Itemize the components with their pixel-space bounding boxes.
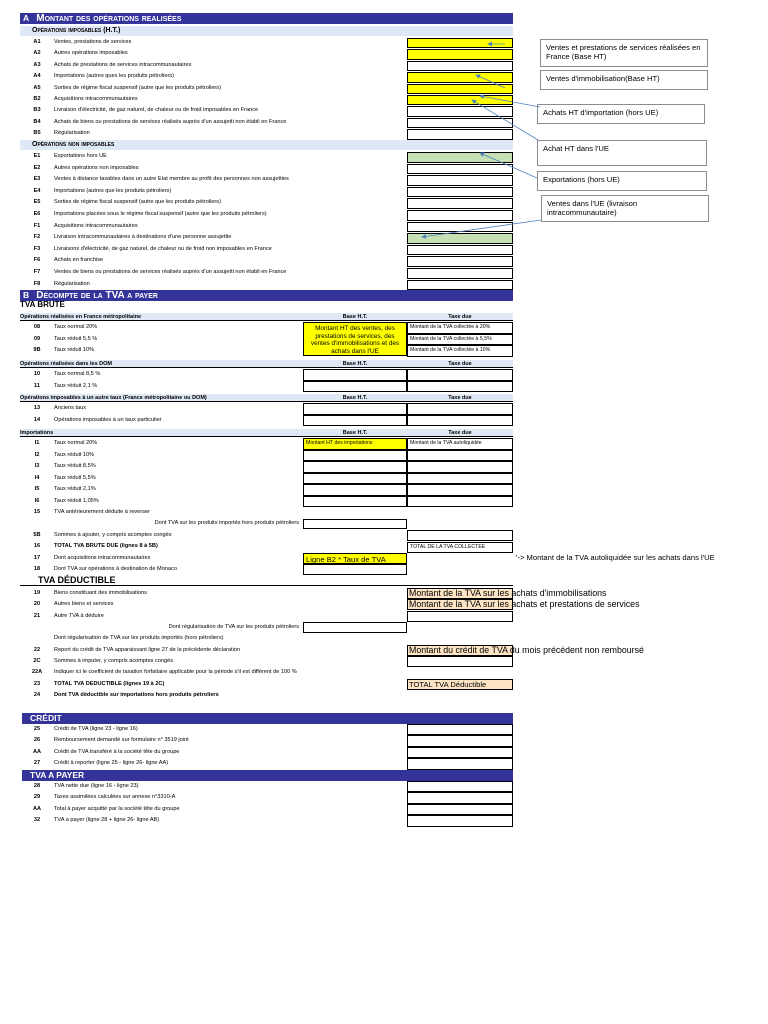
section-b-letter: B <box>23 290 30 300</box>
row-code: I4 <box>34 474 40 481</box>
petroleum-regularisation-input[interactable] <box>303 622 407 633</box>
group3-title: Opérations imposables à un autre taux (France métropolitaine ou DOM) <box>20 395 207 401</box>
row-label: Importations placées sous le régime fiscal suspensif (autre que les produits pétroliers) <box>54 211 267 217</box>
group4-col-base: Base H.T. <box>342 430 368 436</box>
tax-due-13[interactable] <box>407 403 513 415</box>
row-code: F7 <box>33 269 41 275</box>
form-row <box>20 690 513 701</box>
row-code: E2 <box>33 164 41 171</box>
group1-col-taxe: Taxe due <box>448 314 472 320</box>
row-label: Report du crédit de TVA apparaissant ligne 27 de la précédente déclaration <box>54 647 241 653</box>
base-ht-13[interactable] <box>303 403 407 415</box>
tax-due-i3[interactable] <box>407 461 513 473</box>
row-code: I2 <box>34 451 40 458</box>
row-label: Taux réduit 10% <box>54 347 95 353</box>
form-row <box>20 564 513 575</box>
row-code: F8 <box>33 280 41 287</box>
group3-col-taxe: Taxe due <box>448 395 472 401</box>
row-code: E4 <box>33 187 41 194</box>
row-label: Sommes à imputer, y compris acomptes congés <box>54 658 174 664</box>
row-label: Livraison intracommunautaires à destinations d'une personne assujettie <box>54 234 232 241</box>
row-label: Achats de prestations de services intracommunautaires <box>54 61 192 68</box>
row-code: A1 <box>33 39 41 45</box>
row-code: F2 <box>33 234 41 241</box>
credit-input-aa-2[interactable] <box>407 747 513 758</box>
group2-col-taxe: Taxe due <box>448 361 472 367</box>
row-label: Biens constituant des immobilisations <box>54 590 147 596</box>
row-indent-label: Dont régularisation de TVA sur les produits pétroliers <box>168 624 299 630</box>
row-label: Taux réduit 2,1 % <box>54 382 98 389</box>
row-code: 25 <box>33 726 41 732</box>
row-code: A5 <box>33 84 41 91</box>
tax-due-i5[interactable] <box>407 484 513 496</box>
row-label: TOTAL TVA DEDUCTIBLE (lignes 19 à 2C) <box>54 681 165 687</box>
row-code: 23 <box>33 681 41 687</box>
row-label: Livraisons d'électricité, de gaz naturel, de chaleur ou de froid non imposables en France <box>54 245 272 252</box>
row-code: 22 <box>33 647 41 653</box>
row-label: Sommes à ajouter, y compris acomptes congés <box>54 532 172 538</box>
tax-due-09[interactable]: Montant de la TVA collectée à 5,5% <box>407 334 513 346</box>
row-code: 15 <box>33 509 41 515</box>
row-label: Taux réduit 5,5% <box>54 474 96 481</box>
base-ht-i3[interactable] <box>303 461 407 473</box>
row-label: Taux réduit 10% <box>54 451 95 458</box>
note-exports: Exportations (hors UE) <box>537 171 707 191</box>
deductible-note-20: Montant de la TVA sur les achats et prestations de services <box>409 599 640 609</box>
row-label: Exportations hors UE <box>54 153 107 159</box>
group2-col-base: Base H.T. <box>342 361 368 367</box>
tax-due-i6[interactable] <box>407 496 513 508</box>
row-code: 29 <box>33 794 41 801</box>
row-label: Dont régularisation de TVA sur les produits importés (hors pétroliers) <box>54 635 224 641</box>
row-code: 24 <box>33 692 41 698</box>
row-code: E3 <box>33 176 41 183</box>
section-a-letter: A <box>23 13 30 23</box>
row-code: AA <box>32 748 42 755</box>
row-code: F1 <box>33 222 41 229</box>
group4-col-taxe: Taxe due <box>448 430 472 436</box>
row-label: TVA nette due (ligne 16 - ligne 23) <box>54 783 139 789</box>
row-code: I6 <box>34 497 40 504</box>
group3-col-base: Base H.T. <box>342 395 368 401</box>
row-code: B5 <box>33 130 41 137</box>
credit-input-25-0[interactable] <box>407 724 513 735</box>
row-code: 11 <box>34 382 40 389</box>
base-ht-i4[interactable] <box>303 473 407 485</box>
row-label: Taux réduit 8,5% <box>54 463 96 469</box>
non-taxable-operations-subheader: Opérations non imposables <box>20 140 513 150</box>
form-row <box>20 633 513 644</box>
row-label: Total à payer acquitté par la société tête du groupe <box>54 805 180 812</box>
form-row <box>20 507 513 518</box>
row-label: Remboursement demandé sur formulaire n° 3519 joint <box>54 737 189 744</box>
form-row <box>20 518 513 529</box>
row-code: 17 <box>33 555 41 561</box>
row-label: Sorties de régime fiscal suspensif (autre que les produits pétroliers) <box>54 199 221 206</box>
row-code: I5 <box>34 486 40 492</box>
monaco-tax-input[interactable] <box>303 564 407 575</box>
row-code: A2 <box>33 50 41 57</box>
payer-input-32-3[interactable] <box>407 815 513 826</box>
note-arrows <box>400 35 550 245</box>
tax-due-i4[interactable] <box>407 473 513 485</box>
form-row <box>20 667 513 678</box>
autoliquidation-note: '-> Montant de la TVA autoliquidée sur les achats dans l'UE <box>516 553 715 562</box>
deductible-input-2C[interactable] <box>407 656 513 667</box>
row-label: Régularisation <box>54 130 90 137</box>
row-code: A4 <box>33 73 41 80</box>
tax-due-14[interactable] <box>407 415 513 427</box>
section-b-header <box>20 290 513 301</box>
row-label: Taux normal 20% <box>54 324 98 330</box>
payer-header <box>22 770 513 781</box>
group1-title: Opérations réalisées en France métropolitaine <box>20 314 142 320</box>
row-code: 13 <box>33 405 41 411</box>
row-code: 21 <box>33 613 41 619</box>
tax-due-08[interactable]: Montant de la TVA collectée à 20% <box>407 322 513 334</box>
row-code: B3 <box>33 107 41 114</box>
row-label: Opérations imposables à un taux particulier <box>54 416 162 423</box>
row-label: Importations (autres ques les produits pétroliers) <box>54 73 175 80</box>
base-ht-10[interactable] <box>303 369 407 381</box>
row-code: 32 <box>33 817 41 824</box>
row-label: TVA antérieurement déduite à reverser <box>54 509 150 515</box>
row-code: 28 <box>33 783 41 789</box>
payer-input-29-1[interactable] <box>407 792 513 803</box>
amount-input-5b[interactable] <box>407 530 513 541</box>
row-code: E5 <box>33 199 41 206</box>
deductible-input-21[interactable] <box>407 611 513 622</box>
row-code: 14 <box>33 416 41 423</box>
tva-deductible-title: TVA DÉDUCTIBLE <box>38 575 116 585</box>
row-code: I1 <box>34 440 40 446</box>
row-label: Importations (autres que les produits pétroliers) <box>54 187 172 194</box>
row-label: Acquisitions intracommunautaires <box>54 96 138 102</box>
group4-title: Importations <box>20 430 54 436</box>
tva-brute-title: TVA BRUTE <box>20 300 65 309</box>
amount-input-f3[interactable] <box>407 245 513 256</box>
amount-input-f6[interactable] <box>407 256 513 267</box>
form-row <box>20 553 513 564</box>
amount-input-f7[interactable] <box>407 268 513 279</box>
tax-due-11[interactable] <box>407 381 513 393</box>
row-code: B4 <box>33 118 41 125</box>
row-code: 27 <box>33 760 41 767</box>
row-label: Taux normal 20% <box>54 440 98 446</box>
base-ht-i5[interactable] <box>303 484 407 496</box>
base-ht-i1[interactable]: Montant HT des importations <box>303 438 407 450</box>
deductible-note-22: Montant du crédit de TVA du mois précédent non remboursé <box>409 645 644 655</box>
base-ht-14[interactable] <box>303 415 407 427</box>
row-label: Taxes assimilées calculées sur annexe n°3310-A <box>54 794 176 801</box>
row-label: Autres biens et services <box>54 601 114 607</box>
form-row <box>20 622 513 633</box>
note-import-purchases: Achats HT d'importation (hors UE) <box>537 104 705 124</box>
row-code: 2C <box>33 658 41 664</box>
row-label: TVA a payer (ligne 28 + ligne 26- ligne AB) <box>54 817 160 824</box>
row-label: TOTAL TVA BRUTE DUE (lignes 8 à 5B) <box>54 543 158 549</box>
payer-input-28-0[interactable] <box>407 781 513 792</box>
credit-input-27-3[interactable] <box>407 758 513 769</box>
row-label: Taux réduit 5,5 % <box>54 335 98 342</box>
credit-title: CRÉDIT <box>30 713 62 723</box>
row-label: Taux normal 8,5 % <box>54 371 101 377</box>
row-label: Livraison d'électricité, de gaz naturel, de chaleur ou de froid imposables en France <box>54 107 259 114</box>
note-fixed-asset-sales: Ventes d'immobilisation(Base HT) <box>540 70 708 90</box>
row-code: I3 <box>34 463 40 469</box>
row-label: Acquisitions intracommunautaires <box>54 222 138 229</box>
row-code: 16 <box>33 543 41 549</box>
row-label: Indiquer ici le coefficient de taxation forfaitaire applicable pour la période s'il est différent de 100 % <box>54 669 297 675</box>
row-label: Autres opérations non imposables <box>54 164 139 171</box>
row-label: Crédit à reporter (ligne 25 - ligne 26- ligne AA) <box>54 760 169 767</box>
row-indent-label: Dont TVA sur les produits importés hors produits pétroliers <box>154 520 299 526</box>
credit-input-26-1[interactable] <box>407 735 513 746</box>
row-label: Autres opérations imposables <box>54 50 128 57</box>
taxable-operations-subheader: Opérations imposables (H.T.) <box>20 26 513 36</box>
row-label: Taux réduit 2,1% <box>54 486 96 492</box>
tax-due-10[interactable] <box>407 369 513 381</box>
deductible-divider <box>20 585 513 586</box>
row-code: B2 <box>33 96 41 102</box>
row-label: Achats en franchise <box>54 257 104 264</box>
imported-products-tax-input[interactable] <box>303 519 407 529</box>
row-code: 09 <box>33 335 41 342</box>
section-a-header <box>20 13 513 24</box>
payer-title: TVA A PAYER <box>30 770 85 780</box>
base-ht-i6[interactable] <box>303 496 407 508</box>
row-code: 9B <box>33 347 41 353</box>
section-a-title: Montant des opérations realisées <box>36 13 182 24</box>
row-code: 22A <box>31 669 43 675</box>
note-eu-deliveries: Ventes dans l'UE (livraison intracommunautaire) <box>541 195 709 222</box>
amount-input-f8[interactable] <box>407 280 513 291</box>
row-code: 18 <box>33 566 41 572</box>
section-b-title: Décompte de la TVA a payer <box>36 290 158 301</box>
row-code: F6 <box>33 257 41 264</box>
row-code: F3 <box>33 245 41 252</box>
row-code: 19 <box>33 590 41 596</box>
row-label: Dont TVA déductible sur importations hors produits pétroliers <box>54 692 219 698</box>
eu-acquisitions-tax-input[interactable]: Ligne B2 * Taux de TVA <box>303 553 407 564</box>
group1-base-note: Montant HT des ventes, des prestations de services, des ventes d'immobilisations et des achats dans l'UE <box>303 322 407 356</box>
row-label: Dont TVA sur opérations à destination de Monaco <box>54 566 177 572</box>
deductible-note-23: TOTAL TVA Déductible <box>409 680 487 689</box>
note-eu-purchases: Achat HT dans l'UE <box>537 140 707 166</box>
row-label: Taux réduit 1,05% <box>54 497 99 504</box>
payer-input-aa-2[interactable] <box>407 804 513 815</box>
row-label: Autre TVA à déduire <box>54 613 104 619</box>
row-label: Ventes de biens ou prestations de services réalisés auprès d'un assujetti non établi en France <box>54 269 287 275</box>
tax-due-i1[interactable]: Montant de la TVA autoliquidée <box>407 438 513 450</box>
row-label: Ventes, prestations de services <box>54 39 132 45</box>
row-label: Dont acquisitions intracommunautaires <box>54 555 151 561</box>
row-code: 5B <box>33 532 41 538</box>
group2-title: Opérations réalisées dans les DOM <box>20 361 113 367</box>
row-code: E6 <box>33 211 41 217</box>
note-sales-base: Ventes et prestations de services réalisées en France (Base HT) <box>540 39 708 67</box>
row-label: Crédit de TVA (ligne 23 - ligne 16) <box>54 726 138 732</box>
row-label: Achats de biens ou prestations de services réalisés auprès d'un assujetti non établi en France <box>54 118 287 125</box>
row-label: Ventes à distance taxables dans un autre Etat membre au profit des personnes non assujetties <box>54 176 289 183</box>
row-label: Sorties de régime fiscal suspensif (autre que les produits pétroliers) <box>54 84 221 91</box>
deductible-note-19: Montant de la TVA sur les achats d'immobilisations <box>409 588 607 598</box>
row-code: A3 <box>33 61 41 68</box>
credit-header <box>22 713 513 724</box>
row-code: 26 <box>33 737 41 744</box>
row-code: AA <box>32 805 42 812</box>
row-label: Crédit de TVA transféré à la société tête du groupe <box>54 748 180 755</box>
row-label: Anciens taux <box>54 405 87 411</box>
row-code: 10 <box>33 371 41 377</box>
row-code: 20 <box>33 601 41 607</box>
base-ht-11[interactable] <box>303 381 407 393</box>
total-tva-brute[interactable]: TOTAL DE LA TVA COLLECTEE <box>407 542 513 553</box>
tax-due-9b[interactable]: Montant de la TVA collectée à 10% <box>407 345 513 357</box>
tax-due-i2[interactable] <box>407 450 513 462</box>
base-ht-i2[interactable] <box>303 450 407 462</box>
row-code: E1 <box>33 153 41 159</box>
group1-col-base: Base H.T. <box>342 314 368 320</box>
row-code: 08 <box>33 324 41 330</box>
row-label: Régularisation <box>54 280 90 287</box>
